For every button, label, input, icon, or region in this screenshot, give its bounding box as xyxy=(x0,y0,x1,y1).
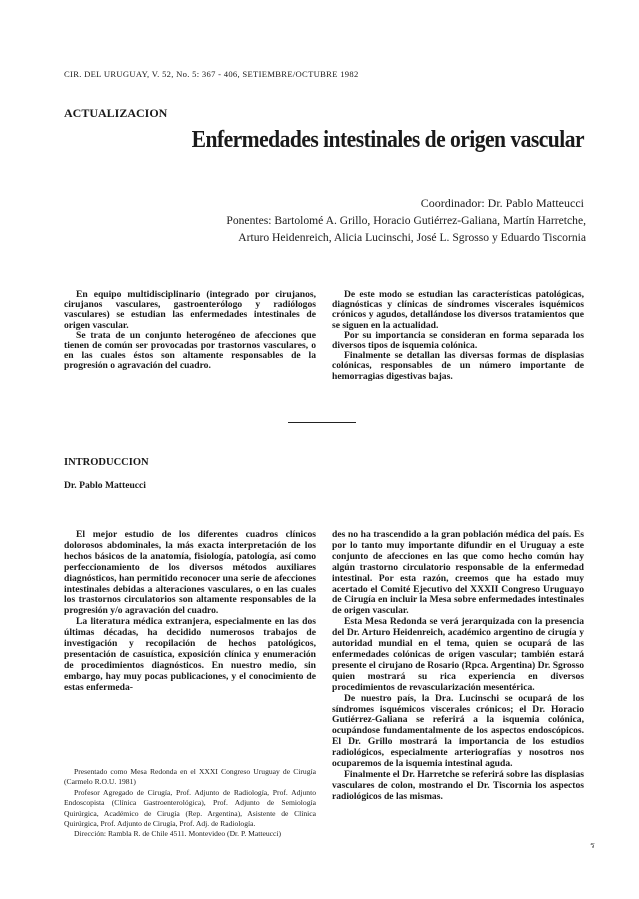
ponentes xyxy=(64,212,586,246)
body-paragraph: La literatura médica extranjera, especialmente en las dos últimas décadas, ha decidido numerosos trabajos de investigación y recopilación de hechos patológicos, presentación de casuística, exposición clínica y enumeración de procedimientos diagnósticos. En nuestro medio, sin embargo, hay muy pocas publicaciones, y el conocimiento de estas enfermeda- xyxy=(64,616,316,693)
section-label: ACTUALIZACION xyxy=(64,106,168,120)
body-paragraph-continuation: des no ha trascendido a la gran población médica del país. Es por lo tanto muy importante difundir en el Uruguay a este conjunto de afecciones en las que como hecho común hay algún trastorno circulatorio responsable de la enfermedad intestinal. Por esta razón, creemos que ha estado muy acertado el Comité Ejecutivo del XXXII Congreso Uruguayo de Cirugía en incluir la Mesa sobre enfermedades intestinales de origen vascular. xyxy=(332,529,584,617)
body-left-column xyxy=(64,530,316,694)
introduction-heading: INTRODUCCION xyxy=(64,457,149,468)
section-divider xyxy=(288,422,356,423)
journal-citation: CIR. DEL URUGUAY, V. 52, No. 5: 367 - 406, SETIEMBRE/OCTUBRE 1982 xyxy=(64,69,359,79)
abstract-left-column xyxy=(64,290,316,372)
footnote-paragraph: Presentado como Mesa Redonda en el XXXI Congreso Uruguay de Cirugía (Carmelo R.O.U. 1981) xyxy=(64,767,316,787)
abstract-right-column xyxy=(332,290,584,382)
abstract-paragraph: De este modo se estudian las características patológicas, diagnósticas y clínicas de síndromes viscerales isquémicos crónicos y agudos, detallándose los diversos tratamientos que se siguen en la actualidad. xyxy=(332,289,584,331)
introduction-author: Dr. Pablo Matteucci xyxy=(64,480,146,491)
footnote xyxy=(64,767,316,840)
footnote-paragraph: Dirección: Rambla R. de Chile 4511. Montevideo (Dr. P. Matteucci) xyxy=(74,829,282,839)
abstract-paragraph: En equipo multidisciplinario (integrado por cirujanos, cirujanos vasculares, gastroenterólogo y radiólogos vasculares) se estudian las enfermedades intestinales de origen vascular. xyxy=(64,289,316,331)
abstract-paragraph: Se trata de un conjunto heterogéneo de afecciones que tienen de común ser provocadas por trastornos vasculares, o en las cuales éstos son altamente responsables de la progresión o agravación del cuadro. xyxy=(64,329,316,372)
article-title: Enfermedades intestinales de origen vascular xyxy=(191,126,584,153)
abstract-paragraph: Por su importancia se consideran en forma separada los diversos tipos de isquemia colónica. xyxy=(332,329,584,352)
body-paragraph: De nuestro país, la Dra. Lucinschi se ocupará de los síndromes isquémicos viscerales crónicos; el Dr. Horacio Gutiérrez-Galiana se referirá a la isquemia colónica, ocupándose fundamentalmente de los aspectos endoscópicos. El Dr. Grillo mostrará la importancia de los estudios radiológicos, especialmente arteriografías y nosotros nos ocuparemos de la isquemia intestinal aguda. xyxy=(332,692,584,770)
ponentes-line-1: Ponentes: Bartolomé A. Grillo, Horacio Gutiérrez-Galiana, Martín Harretche, xyxy=(226,214,586,227)
body-paragraph: Esta Mesa Redonda se verá jerarquizada con la presencia del Dr. Arturo Heidenreich, académico argentino de cirugía y autoridad mundial en el tema, quien se ocupará de las enfermedades colónicas de origen vascular; también estará presente el cirujano de Rosario (Rpca. Argentina) Dr. Sgrosso quien mostrará su rica experiencia en diversos procedimientos de revascularización mesentérica. xyxy=(332,616,584,693)
body-right-column xyxy=(332,530,584,803)
footnote-paragraph: Profesor Agregado de Cirugía, Prof. Adjunto de Radiología, Prof. Adjunto Endoscopista (Clínica Gastroenterológica), Prof. Adjunto de Semiología Quirúrgica, Académico de Cirugía (Rep. Argentina), Asistente de Clínica Quirúrgica, Prof. Adjunto de Cirugía, Prof. Adj. de Radiología. xyxy=(64,787,316,829)
coordinator: Coordinador: Dr. Pablo Matteucci xyxy=(420,196,584,210)
ponentes-line-2: Arturo Heidenreich, Alicia Lucinschi, José L. Sgrosso y Eduardo Tiscornia xyxy=(238,231,586,244)
body-paragraph: El mejor estudio de los diferentes cuadros clínicos dolorosos abdominales, la más exacta interpretación de los hechos básicos de la anatomía, fisiología, patología, así como perfeccionamiento de los diversos métodos auxiliares diagnósticos, han permitido reconocer una serie de afecciones intestinales debidas a alteraciones vasculares, o en las cuales los trastornos circulatorios son altamente responsables de la progresión y/o agravación del cuadro. xyxy=(64,529,316,617)
abstract-paragraph: Finalmente se detallan las diversas formas de displasias colónicas, responsables de un número importante de hemorragias digestivas bajas. xyxy=(332,350,584,382)
body-paragraph: Finalmente el Dr. Harretche se referirá sobre las displasias vasculares de colon, mostrando el Dr. Tiscornia los aspectos radiológicos de las mismas. xyxy=(332,768,584,802)
margin-mark: ร xyxy=(590,840,595,850)
